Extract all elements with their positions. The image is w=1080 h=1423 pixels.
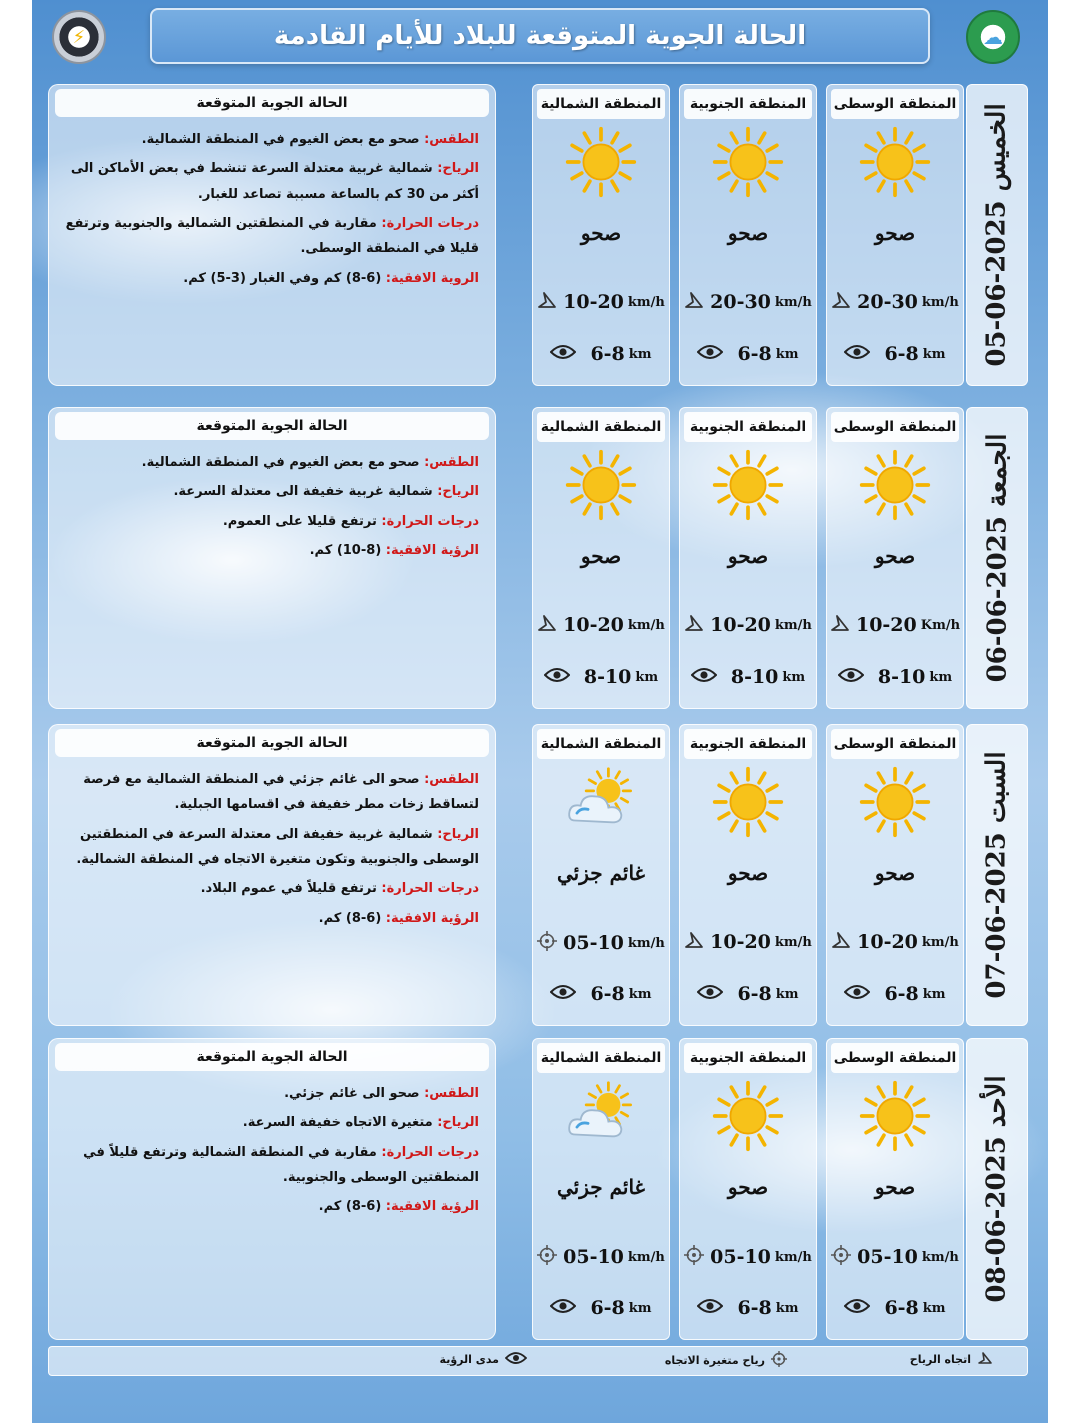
wind-line: الرياح: شمالية غربية معتدلة السرعة تنشط في بعض الأماكن الى أكثر من 30 كم بالساعة مسببة تصاعد للغبار. [70, 161, 479, 202]
sun-icon [858, 448, 932, 522]
page-title: الحالة الجوية المتوقعة للبلاد للأيام القادمة [273, 21, 807, 51]
eye-icon [697, 984, 723, 1004]
day-row [48, 724, 1028, 1026]
wind-speed: 20-30 km/h [684, 291, 812, 313]
wind-speed: 10-20 km/h [684, 614, 812, 636]
day-date: الخميس 2025-06-05 [982, 103, 1013, 367]
panel-title: الحالة الجوية المتوقعة [55, 729, 489, 757]
wind-direction-icon [831, 291, 851, 313]
visibility-range: 8-10 km [684, 666, 812, 688]
sun-icon [711, 1079, 785, 1153]
sun-icon [858, 125, 932, 199]
weather-line: الطقس: صحو مع بعض الغيوم في المنطقة الشمالية. [141, 455, 479, 470]
condition-label: غائم جزئي [556, 861, 646, 885]
condition-label: صحو [580, 221, 622, 245]
cloud-logo-icon: ☁ [983, 25, 1003, 49]
visibility-line: الرؤية الافقية: (6-8) كم. [318, 1199, 479, 1215]
day-date: الجمعة 2025-06-06 [982, 433, 1012, 683]
visibility-line: الرؤية الافقية: (6-8) كم. [318, 910, 479, 926]
region-card [679, 724, 817, 1026]
temperature-line: درجات الحرارة: ترتفع قليلا على العموم. [222, 513, 479, 529]
visibility-line: الرؤية الافقية: (8-10) كم. [309, 543, 479, 559]
forecast-description [63, 450, 479, 567]
forecast-text-panel [48, 724, 496, 1026]
variable-wind-icon [537, 1245, 557, 1269]
visibility-range: 8-10 km [537, 666, 665, 688]
variable-wind-icon [537, 931, 557, 955]
wind-speed: 10-20 km/h [684, 931, 812, 953]
forecast-description [63, 1081, 479, 1224]
weather-line: الطقس: صحو الى غائم جزئي. [284, 1086, 479, 1101]
wind-direction-icon [684, 931, 704, 953]
wind-speed: 05-10 km/h [831, 1245, 959, 1269]
eye-icon [844, 344, 870, 364]
region-card [826, 1038, 964, 1340]
visibility-range: 8-10 km [831, 666, 959, 688]
panel-title: الحالة الجوية المتوقعة [55, 89, 489, 117]
region-card [826, 407, 964, 709]
day-date-box [966, 407, 1028, 709]
eye-icon [844, 1298, 870, 1318]
sun-icon [858, 1079, 932, 1153]
condition-label: غائم جزئي [556, 1175, 646, 1199]
day-row [48, 1038, 1028, 1340]
wind-line: الرياح: شمالية غربية خفيفة الى معتدلة السرعة في المنطقتين الوسطى والجنوبية وتكون متغيرة الاتجاه في المنطقة الشمالية. [76, 826, 479, 868]
visibility-range: 6-8 km [831, 1297, 959, 1319]
region-name: المنطقة الشمالية [537, 1043, 665, 1073]
region-card [826, 724, 964, 1026]
temperature-line: درجات الحرارة: ترتفع قليلاً في عموم البلاد. [200, 881, 479, 897]
condition-label: صحو [874, 544, 916, 568]
eye-icon [550, 984, 576, 1004]
day-date-box [966, 84, 1028, 386]
condition-label: صحو [580, 544, 622, 568]
condition-label: صحو [727, 861, 769, 885]
eye-icon [844, 984, 870, 1004]
lightning-icon: ⚡ [72, 26, 86, 48]
wind-direction-icon [537, 614, 557, 636]
wind-direction-icon [684, 614, 704, 636]
condition-label: صحو [727, 1175, 769, 1199]
region-name: المنطقة الجنوبية [684, 89, 812, 119]
weather-line: الطقس: صحو مع بعض الغيوم في المنطقة الشمالية. [141, 132, 479, 147]
visibility-range: 6-8 km [537, 343, 665, 365]
page-header [150, 8, 930, 64]
eye-icon [550, 1298, 576, 1318]
eye-icon [697, 1298, 723, 1318]
legend-visibility: مدى الرؤية [440, 1351, 527, 1368]
wind-speed: 10-20 Km/h [831, 614, 959, 636]
condition-label: صحو [874, 221, 916, 245]
day-date-box [966, 1038, 1028, 1340]
day-row [48, 84, 1028, 386]
wind-line: الرياح: شمالية غربية خفيفة الى معتدلة السرعة. [173, 484, 479, 500]
sun-icon [711, 125, 785, 199]
wind-direction-icon [537, 291, 557, 313]
organization-logo-left [52, 10, 106, 64]
wind-speed: 10-20 km/h [831, 931, 959, 953]
region-name: المنطقة الشمالية [537, 412, 665, 442]
temperature-line: درجات الحرارة: مقاربة في المنطقتين الشمالية والجنوبية وترتفع قليلا في المنطقة الوسطى. [65, 216, 479, 257]
condition-label: صحو [874, 861, 916, 885]
forecast-bulletin [32, 0, 1048, 1423]
panel-title: الحالة الجوية المتوقعة [55, 412, 489, 440]
visibility-range: 6-8 km [831, 343, 959, 365]
forecast-description [63, 767, 479, 935]
forecast-text-panel [48, 84, 496, 386]
visibility-line: الروية الافقية: (6-8) كم وفي الغبار (3-5) كم. [183, 270, 479, 286]
variable-wind-icon [684, 1245, 704, 1269]
wind-direction-icon [977, 1351, 993, 1368]
eye-icon [838, 667, 864, 687]
day-date: السبت 2025-06-07 [982, 751, 1012, 999]
wind-line: الرياح: متغيرة الاتجاه خفيفة السرعة. [242, 1115, 479, 1131]
day-date: الأحد 2025-06-08 [982, 1075, 1013, 1303]
wind-speed: 05-10 km/h [684, 1245, 812, 1269]
eye-icon [697, 344, 723, 364]
temperature-line: درجات الحرارة: مقاربة في المنطقة الشمالية وترتفع قليلاً في المنطقتين الوسطى والجنوبية. [83, 1144, 479, 1186]
eye-icon [544, 667, 570, 687]
sun-icon [564, 125, 638, 199]
variable-wind-icon [831, 1245, 851, 1269]
region-name: المنطقة الشمالية [537, 89, 665, 119]
region-card [826, 84, 964, 386]
region-card [679, 1038, 817, 1340]
region-name: المنطقة الوسطى [831, 1043, 959, 1073]
forecast-text-panel [48, 407, 496, 709]
condition-label: صحو [727, 221, 769, 245]
eye-icon [550, 344, 576, 364]
partly-cloudy-icon [564, 1079, 638, 1153]
condition-label: صحو [727, 544, 769, 568]
forecast-description [63, 127, 479, 295]
sun-icon [858, 765, 932, 839]
region-card [679, 407, 817, 709]
visibility-range: 6-8 km [684, 343, 812, 365]
wind-direction-icon [830, 614, 850, 636]
day-date-box [966, 724, 1028, 1026]
visibility-range: 6-8 km [537, 1297, 665, 1319]
legend-variable-wind: رياح متغيرة الاتجاه [665, 1351, 787, 1370]
visibility-range: 6-8 km [831, 983, 959, 1005]
eye-icon [691, 667, 717, 687]
region-card [532, 1038, 670, 1340]
wind-speed: 10-20 km/h [537, 614, 665, 636]
region-name: المنطقة الشمالية [537, 729, 665, 759]
partly-cloudy-icon [564, 765, 638, 839]
meteorology-logo-right [966, 10, 1020, 64]
region-name: المنطقة الوسطى [831, 729, 959, 759]
weather-line: الطقس: صحو الى غائم جزئي في المنطقة الشمالية مع فرصة لتساقط زخات مطر خفيفة في اقسامها الجبلية. [83, 772, 479, 813]
legend-wind-direction: اتجاه الرياح [910, 1351, 993, 1368]
variable-wind-icon [771, 1351, 787, 1370]
region-card [532, 724, 670, 1026]
legend-bar [48, 1346, 1028, 1376]
region-card [532, 84, 670, 386]
forecast-text-panel [48, 1038, 496, 1340]
region-name: المنطقة الجنوبية [684, 412, 812, 442]
sun-icon [711, 448, 785, 522]
wind-speed: 05-10 km/h [537, 931, 665, 955]
visibility-range: 6-8 km [537, 983, 665, 1005]
region-name: المنطقة الجنوبية [684, 729, 812, 759]
sun-icon [564, 448, 638, 522]
region-card [532, 407, 670, 709]
visibility-range: 6-8 km [684, 1297, 812, 1319]
region-name: المنطقة الوسطى [831, 412, 959, 442]
wind-speed: 05-10 km/h [537, 1245, 665, 1269]
day-row [48, 407, 1028, 709]
region-card [679, 84, 817, 386]
wind-speed: 10-20 km/h [537, 291, 665, 313]
wind-speed: 20-30 km/h [831, 291, 959, 313]
wind-direction-icon [684, 291, 704, 313]
eye-icon [505, 1351, 527, 1368]
panel-title: الحالة الجوية المتوقعة [55, 1043, 489, 1071]
region-name: المنطقة الجنوبية [684, 1043, 812, 1073]
condition-label: صحو [874, 1175, 916, 1199]
wind-direction-icon [831, 931, 851, 953]
region-name: المنطقة الوسطى [831, 89, 959, 119]
visibility-range: 6-8 km [684, 983, 812, 1005]
sun-icon [711, 765, 785, 839]
